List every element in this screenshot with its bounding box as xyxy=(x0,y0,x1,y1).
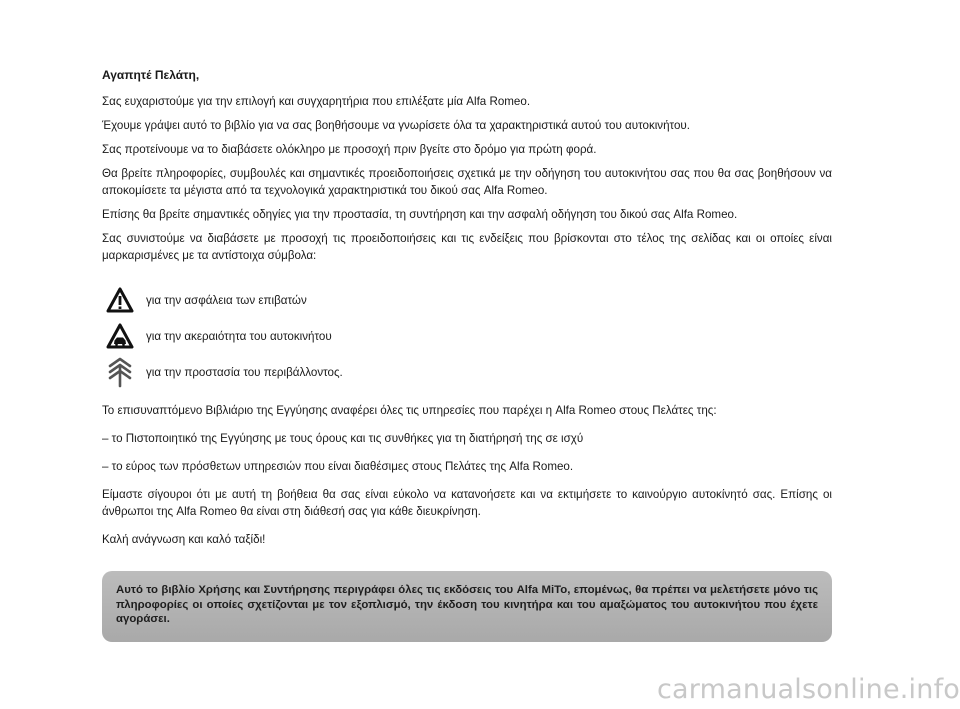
paragraph-warranty-cert: – το Πιστοποιητικό της Εγγύησης με τους όρους και τις συνθήκες για τη διατήρησή της σε ισχύ xyxy=(102,432,584,445)
paragraph-closing: Καλή ανάγνωση και καλό ταξίδι! xyxy=(102,533,266,546)
manual-page xyxy=(102,68,832,555)
paragraph-purpose: Έχουμε γράψει αυτό το βιβλίο για να σας βοηθήσουμε να γνωρίσετε όλα τα χαρακτηριστικά αυτού του αυτοκινήτου. xyxy=(102,119,690,132)
paragraph-warranty: Το επισυναπτόμενο Βιβλιάριο της Εγγύησης αναφέρει όλες τις υπηρεσίες που παρέχει η Alfa Romeo στους Πελάτες της: xyxy=(102,404,717,417)
car-warning-triangle-icon xyxy=(102,320,138,352)
notice-box xyxy=(102,571,832,642)
symbol-row-environment xyxy=(102,356,832,388)
paragraph-symbols-intro: Σας συνιστούμε να διαβάσετε με προσοχή τις προειδοποιήσεις και τις ενδείξεις που βρίσκονται στο τέλος της σελίδας και οι οποίες είναι μαρκαρισμένες με τα αντίστοιχα σύμβολα: xyxy=(102,232,832,262)
watermark: carmanualsonline.info xyxy=(657,674,960,705)
paragraph-services: – το εύρος των πρόσθετων υπηρεσιών που είναι διαθέσιμες στους Πελάτες της Alfa Romeo. xyxy=(102,460,574,473)
symbol-label-environment: για την προστασία του περιβάλλοντος. xyxy=(146,365,343,379)
symbol-row-safety xyxy=(102,284,832,316)
paragraph-info: Θα βρείτε πληροφορίες, συμβουλές και σημαντικές προειδοποιήσεις σχετικά με την οδήγηση του αυτοκινήτου σας που θα σας βοηθήσουν να αποκομίσετε τα μέγιστα από τα τεχνολογικά χαρακτηριστικά του δικού σας Alfa Romeo. xyxy=(102,167,832,197)
warning-triangle-icon xyxy=(102,284,138,316)
greeting-heading: Αγαπητέ Πελάτη, xyxy=(102,68,200,82)
paragraph-confidence: Είμαστε σίγουροι ότι με αυτή τη βοήθεια θα σας είναι εύκολο να κατανοήσετε και να εκτιμήσετε το καινούργιο αυτοκίνητό σας. Επίσης οι άνθρωποι της Alfa Romeo θα είναι στη διάθεσή σας για κάθε διευκρίνηση. xyxy=(102,488,832,518)
symbol-row-car xyxy=(102,320,832,352)
paragraph-instructions: Επίσης θα βρείτε σημαντικές οδηγίες για την προστασία, τη συντήρηση και την ασφαλή οδήγηση του δικού σας Alfa Romeo. xyxy=(102,208,738,221)
paragraph-recommend: Σας προτείνουμε να το διαβάσετε ολόκληρο με προσοχή πριν βγείτε στο δρόμο για πρώτη φορά. xyxy=(102,143,597,156)
symbol-label-safety: για την ασφάλεια των επιβατών xyxy=(146,293,307,307)
symbol-label-car: για την ακεραιότητα του αυτοκινήτου xyxy=(146,329,332,343)
environment-tree-icon xyxy=(102,356,138,388)
paragraph-thanks: Σας ευχαριστούμε για την επιλογή και συγχαρητήρια που επιλέξατε μία Alfa Romeo. xyxy=(102,95,531,108)
symbol-legend xyxy=(102,284,832,388)
notice-text: Αυτό το βιβλίο Χρήσης και Συντήρησης περιγράφει όλες τις εκδόσεις του Alfa MiTo, επομένως, θα πρέπει να μελετήσετε μόνο τις πληροφορίες οι οποίες σχετίζονται με τον εξοπλισμό, την έκδοση του κινητήρα και του αμαξώματος του αυτοκινήτου που έχετε αγοράσει. xyxy=(116,584,818,625)
